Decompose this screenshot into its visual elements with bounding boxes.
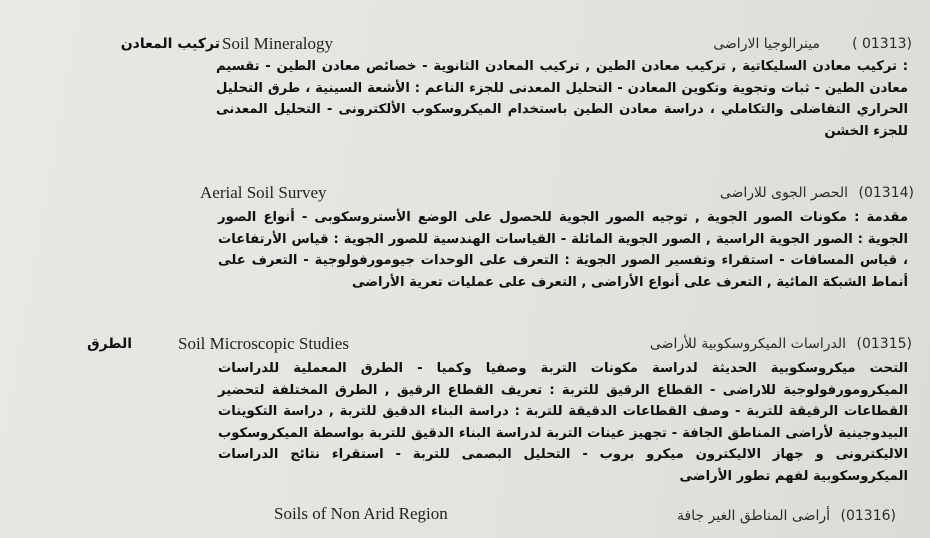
course-01313 — [0, 34, 930, 139]
course-code: (01315) — [856, 336, 912, 352]
course-description: التحت ميكروسكوبية الحديثة لدراسة مكونات التربة وصفيا وكميا - الطرق المعملية للدراسات الميكرومورفولوجية للاراضى - القطاع الرقيق للتربة : تعريف القطاع الرقيق , الطرق المختلفة لتحضير القطاعات الرقيقة للتربة - وصف القطاعات الدقيقة للتربة : دراسة البناء الدقيق للتربة , دراسة التكوينات البيدوجينية لأراضى المناطق الجافة - تجهيز عينات التربة لدراسة البناء الدقيق للتربة بواسطة الميكروسكوب الاليكترونى و جهاز الاليكترون ميكرو بروب - التحليل البصمى للتربة - استقراء نتائج الدراسات الميكروسكوبية لفهم تطور الأراضى — [218, 361, 908, 484]
course-title-line — [0, 34, 930, 58]
course-title-line — [0, 504, 930, 528]
course-title-arabic: الدراسات الميكروسكوبية للأراضى — [649, 336, 846, 352]
course-title-english: Soil Mineralogy — [222, 34, 333, 53]
course-code: ( 01313) — [852, 36, 912, 52]
course-description: مقدمة : مكونات الصور الجوية , توجيه الصور الجوية للحصول على الوضع الأستروسكوبى - أنواع الصور الجوية : الصور الجوية الراسية , الصور الجوية المائلة - القياسات الهندسية للصور الجوية : قياس الأرتفاعات ، قياس المسافات - استقراء وتفسير الصور الجوية : التعرف على الوحدات جيومورفولوجية - التعرف على أنماط الشبكة المائية , التعرف على أنواع الأراضى , التعرف على عمليات تعرية الأراضى — [218, 210, 908, 290]
course-title-line — [0, 334, 930, 358]
course-code: (01314) — [858, 185, 914, 201]
course-title-arabic: مينرالوجيا الاراضى — [713, 36, 820, 52]
course-01315 — [0, 334, 930, 484]
course-title-arabic: أراضى المناطق الغير جافة — [677, 508, 830, 524]
course-code: (01316) — [840, 508, 896, 524]
course-description: : تركيب معادن السليكاتية , تركيب معادن الطين , تركيب المعادن الثانوية - خصائص معادن الطين - تقسيم معادن الطين - ثبات وتجوية وتكوين المعادن - التحليل المعدنى للجزء الناعم : الأشعة السينية ، طرق التحليل الحراري التفاضلى والتكاملي ، دراسة معادن الطين باستخدام الميكروسكوب الألكترونى - التحليل المعدنى للجزء الخشن — [216, 59, 908, 139]
course-01314 — [0, 183, 930, 290]
course-title-arabic: الحصر الجوى للاراضى — [719, 185, 848, 201]
course-title-english: Soils of Non Arid Region — [274, 504, 448, 523]
course-01316 — [0, 504, 930, 528]
course-title-english: Aerial Soil Survey — [200, 183, 327, 202]
course-title-english: Soil Microscopic Studies — [178, 334, 349, 353]
course-title-arabic-lead: تركيب المعادن — [120, 36, 220, 52]
course-title-arabic-lead: الطرق — [87, 336, 132, 352]
course-title-line — [0, 183, 930, 207]
